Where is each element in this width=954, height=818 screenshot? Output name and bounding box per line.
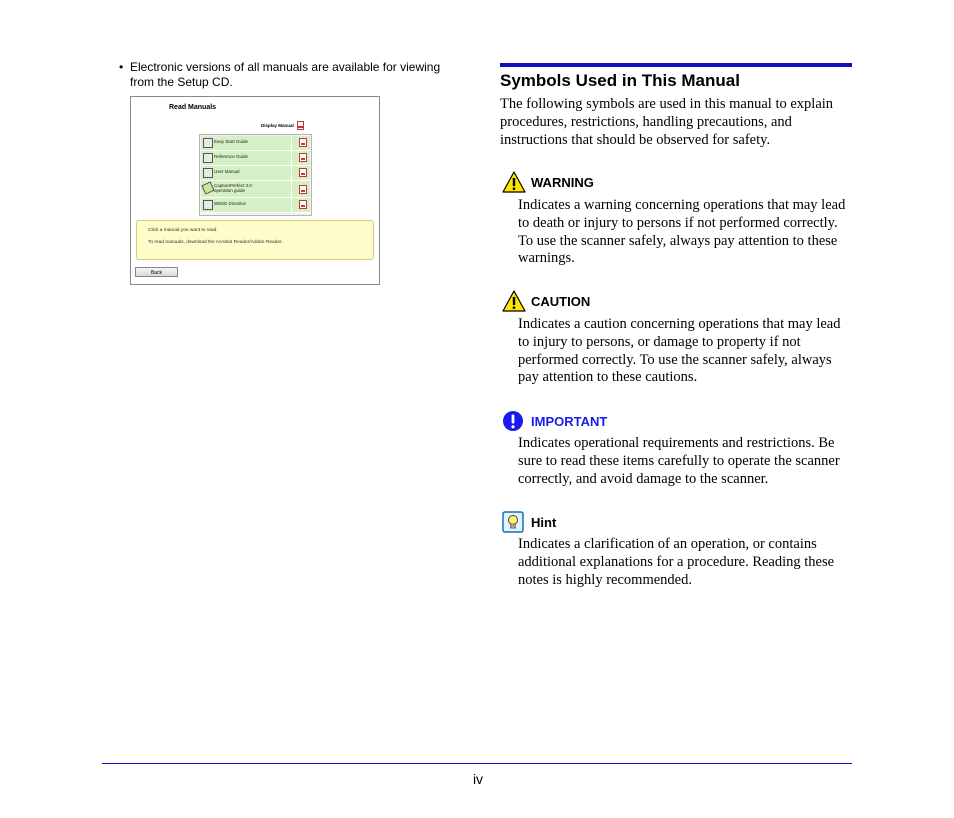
warning-triangle-icon <box>502 171 526 193</box>
bullet-note-text: Electronic versions of all manuals are available for viewing from the Setup CD. <box>130 60 441 89</box>
manual-item-label: Reference Guide <box>214 154 249 159</box>
caution-label: CAUTION <box>531 294 591 309</box>
pdf-icon <box>297 121 304 130</box>
important-body: Indicates operational requirements and restrictions. Be sure to read these items carefully to operate the scanner correctly, and avoid damage to the scanner. <box>518 435 840 487</box>
hint-body: Indicates a clarification of an operation, or contains additional explanations for a procedure. Reading these notes is highly recommended. <box>518 536 835 588</box>
bullet-note <box>119 60 459 90</box>
message-box <box>136 220 374 260</box>
manual-item-label: User Manual <box>214 169 240 174</box>
lightbulb-icon <box>502 511 524 533</box>
hint-heading <box>502 511 842 535</box>
page-number: iv <box>472 771 484 787</box>
pdf-icon[interactable] <box>299 138 307 147</box>
read-manuals-title: Read Manuals <box>169 104 217 111</box>
important-heading <box>502 410 842 434</box>
manual-item-label: Easy Start Guide <box>214 139 249 144</box>
section-intro: The following symbols are used in this manual to explain procedures, restrictions, handling precautions, and instructions that should be observed for safety. <box>500 96 834 148</box>
manual-list <box>199 134 312 216</box>
manual-item-captureperfect[interactable] <box>201 181 310 198</box>
manual-item-user-manual[interactable] <box>201 166 310 181</box>
message-line-1: Click a manual you want to read. <box>148 228 218 233</box>
book-icon <box>203 168 213 178</box>
pdf-icon[interactable] <box>299 168 307 177</box>
book-icon <box>203 153 213 163</box>
exclamation-circle-icon <box>502 410 524 432</box>
pdf-icon[interactable] <box>299 153 307 162</box>
pdf-icon[interactable] <box>299 200 307 209</box>
pencil-book-icon <box>201 181 214 194</box>
manual-item-weee[interactable] <box>201 198 310 213</box>
caution-body: Indicates a caution concerning operations that may lead to injury to persons, or damage to property if not performed correctly. To use the scanner safely, always pay attention to these cautions. <box>518 316 841 386</box>
section-title: Symbols Used in This Manual <box>500 71 740 90</box>
manual-item-label: WEEE Directive <box>214 201 247 206</box>
manual-item-reference[interactable] <box>201 151 310 166</box>
warning-body: Indicates a warning concerning operations that may lead to death or injury to persons if not performed correctly. To use the scanner safely, always pay attention to these warnings. <box>518 197 846 267</box>
manual-item-label: CapturePerfect 3.0 operation guide <box>214 183 252 193</box>
manual-item-easy-start[interactable] <box>201 136 310 151</box>
warning-label: WARNING <box>531 175 594 190</box>
hint-label: Hint <box>531 515 557 530</box>
top-rule <box>500 63 852 67</box>
display-manual-label: Display Manual <box>261 123 294 128</box>
caution-triangle-icon <box>502 290 526 312</box>
book-icon <box>203 138 213 148</box>
back-button[interactable]: Back <box>135 267 178 277</box>
important-label: IMPORTANT <box>531 414 608 429</box>
book-icon <box>203 200 213 210</box>
bottom-rule <box>102 763 852 764</box>
pdf-icon[interactable] <box>299 185 307 194</box>
bullet-dot: • <box>119 60 124 74</box>
message-line-2: To read manuals, download the Acrobat Reader/Adobe Reader. <box>148 240 283 245</box>
caution-heading <box>502 290 842 314</box>
warning-heading <box>502 171 842 195</box>
read-manuals-screenshot <box>130 96 380 285</box>
